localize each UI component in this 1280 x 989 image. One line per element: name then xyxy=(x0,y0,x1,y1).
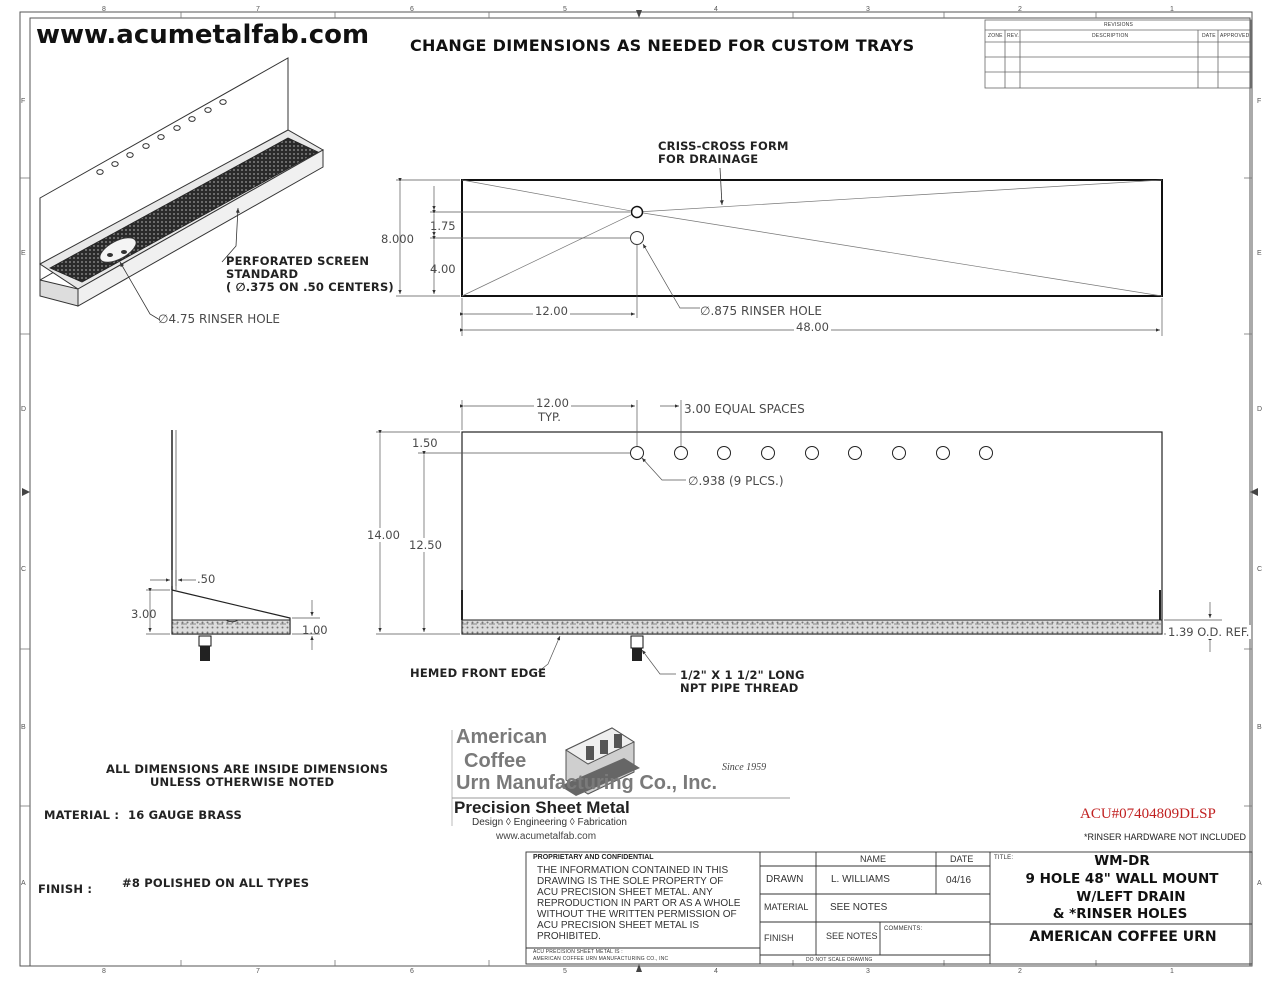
column-label-7: 7 xyxy=(256,6,260,13)
logo-services: Design ◊ Engineering ◊ Fabrication xyxy=(472,817,627,828)
revisions-col-zone: ZONE xyxy=(988,33,1003,39)
row-label-c-right: C xyxy=(1257,566,1263,573)
hole-diameter-callout: ∅.938 (9 PLCS.) xyxy=(688,474,784,488)
company-name: AMERICAN COFFEE URN xyxy=(1029,929,1217,945)
row-label-f-right: F xyxy=(1257,98,1262,105)
drawing-title-line: W/LEFT DRAIN xyxy=(1076,889,1186,905)
column-label-6-bottom: 6 xyxy=(410,968,414,975)
proprietary-text-line: ACU PRECISION SHEET METAL. ANY xyxy=(537,887,713,898)
material-label: MATERIAL : xyxy=(44,808,120,822)
row-label-e-right: E xyxy=(1257,250,1262,257)
part-number: ACU#07404809DLSP xyxy=(1080,806,1216,822)
row-label-a: A xyxy=(21,880,26,887)
small-print-line2: AMERICAN COFFEE URN MANUFACTURING CO., INC xyxy=(533,956,669,962)
row-label-f: F xyxy=(21,98,26,105)
revisions-col-description: DESCRIPTION xyxy=(1092,33,1129,39)
revisions-col-approved: APPROVED xyxy=(1220,33,1250,39)
inside-dimensions-note-line1: ALL DIMENSIONS ARE INSIDE DIMENSIONS xyxy=(106,762,389,776)
column-label-2: 2 xyxy=(1018,6,1022,13)
dim-wall-thickness: .50 xyxy=(197,572,216,586)
drainage-note-line1: CRISS-CROSS FORM xyxy=(658,139,789,153)
side-view xyxy=(146,430,320,661)
name-header: NAME xyxy=(860,854,887,864)
pipe-thread-note-line2: NPT PIPE THREAD xyxy=(680,681,799,695)
material-value: 16 GAUGE BRASS xyxy=(128,808,242,822)
perforated-screen-note-line3: ( ∅.375 ON .50 CENTERS) xyxy=(226,280,394,294)
row-label-c: C xyxy=(21,566,27,573)
proprietary-text-line: REPRODUCTION IN PART OR AS A WHOLE xyxy=(537,898,741,909)
dim-first-hole-typ: TYP. xyxy=(538,410,561,424)
drawing-title-end xyxy=(996,905,1244,923)
column-label-3-bottom: 3 xyxy=(866,968,870,975)
dim-lower-offset: 4.00 xyxy=(430,262,456,276)
column-label-5: 5 xyxy=(563,6,567,13)
dim-tray-width: 8.000 xyxy=(381,232,414,246)
custom-trays-headline: CHANGE DIMENSIONS AS NEEDED FOR CUSTOM TRAYS xyxy=(410,36,915,55)
row-label-a-right: A xyxy=(1257,880,1262,887)
perforated-screen-note-line2: STANDARD xyxy=(226,267,299,281)
finish-value: #8 POLISHED ON ALL TYPES xyxy=(122,876,310,890)
column-label-4: 4 xyxy=(714,6,718,13)
title-label: TITLE: xyxy=(994,855,1014,861)
dim-tray-length: 48.00 xyxy=(796,320,829,334)
column-label-2-bottom: 2 xyxy=(1018,968,1022,975)
proprietary-text-line: PROHIBITED. xyxy=(537,931,601,942)
front-view xyxy=(376,400,1222,674)
row-label-b: B xyxy=(21,724,26,731)
column-label-1: 1 xyxy=(1170,6,1174,13)
od-reference: 1.39 O.D. REF. xyxy=(1168,625,1250,639)
drawing-title-continued xyxy=(996,888,1266,906)
revision-table-lines xyxy=(985,20,1251,88)
proprietary-text-line: WITHOUT THE WRITTEN PERMISSION OF xyxy=(537,909,737,920)
finish-label: FINISH : xyxy=(38,882,93,896)
dim-hole-height: 12.50 xyxy=(409,538,442,552)
inside-dimensions-note-line2: UNLESS OTHERWISE NOTED xyxy=(150,775,335,789)
dim-upper-offset: 1.75 xyxy=(430,219,456,233)
column-label-7-bottom: 7 xyxy=(256,968,260,975)
drawn-date: 04/16 xyxy=(946,875,972,886)
logo-american: American xyxy=(456,726,548,748)
row-label-b-right: B xyxy=(1257,724,1262,731)
logo-precision-sheet-metal: Precision Sheet Metal xyxy=(454,798,630,817)
column-label-3: 3 xyxy=(866,6,870,13)
drawing-title-line: 9 HOLE 48" WALL MOUNT xyxy=(1025,871,1219,887)
date-header: DATE xyxy=(950,854,974,864)
column-label-8: 8 xyxy=(102,6,106,13)
proprietary-title: PROPRIETARY AND CONFIDENTIAL xyxy=(533,854,654,861)
revisions-title: REVISIONS xyxy=(1104,22,1134,28)
drainage-note-line2: FOR DRAINAGE xyxy=(658,152,759,166)
tb-finish-label: FINISH xyxy=(764,933,794,943)
tb-finish-value: SEE NOTES xyxy=(826,931,878,941)
row-label-d-right: D xyxy=(1257,406,1263,413)
website-heading: www.acumetalfab.com xyxy=(36,20,370,50)
rinser-hole-callout: ∅.875 RINSER HOLE xyxy=(700,304,822,318)
drawing-title xyxy=(996,852,1248,888)
drawing-title-line: & *RINSER HOLES xyxy=(1052,906,1188,922)
logo-since: Since 1959 xyxy=(722,762,767,773)
small-print-line1: ACU PRECISION SHEET METAL IS : xyxy=(533,949,623,955)
dim-front-height: 1.00 xyxy=(302,623,328,637)
proprietary-text-line: DRAWING IS THE SOLE PROPERTY OF xyxy=(537,876,724,887)
equal-spaces-note: 3.00 EQUAL SPACES xyxy=(684,402,805,416)
tb-material-value: SEE NOTES xyxy=(830,902,888,913)
rinser-hole-note: ∅4.75 RINSER HOLE xyxy=(158,312,280,326)
column-label-8-bottom: 8 xyxy=(102,968,106,975)
dim-side-height: 3.00 xyxy=(131,607,157,621)
proprietary-text-line: ACU PRECISION SHEET METAL IS xyxy=(537,920,700,931)
row-label-e: E xyxy=(21,250,26,257)
revisions-col-date: DATE xyxy=(1202,33,1216,39)
proprietary-text-block xyxy=(537,865,740,942)
drawing-title-line: WM-DR xyxy=(1094,853,1150,869)
dim-rinser-offset: 12.00 xyxy=(535,304,568,318)
drawn-label: DRAWN xyxy=(766,874,804,885)
logo-coffee: Coffee xyxy=(464,750,527,772)
comments-label: COMMENTS: xyxy=(884,926,923,932)
drawn-name: L. WILLIAMS xyxy=(831,874,890,885)
hemmed-edge-note: HEMED FRONT EDGE xyxy=(410,666,547,680)
column-label-5-bottom: 5 xyxy=(563,968,567,975)
logo-urn-manufacturing: Urn Manufacturing Co., Inc. xyxy=(456,772,718,794)
revisions-col-rev: REV. xyxy=(1007,33,1020,39)
perforated-screen-note-line1: PERFORATED SCREEN xyxy=(226,254,370,268)
row-label-d: D xyxy=(21,406,27,413)
rinser-hardware-disclaimer: *RINSER HARDWARE NOT INCLUDED xyxy=(1084,832,1247,842)
column-label-6: 6 xyxy=(410,6,414,13)
column-label-1-bottom: 1 xyxy=(1170,968,1174,975)
proprietary-text-line: THE INFORMATION CONTAINED IN THIS xyxy=(537,865,729,876)
dim-hole-from-top: 1.50 xyxy=(412,436,438,450)
pipe-thread-note-line1: 1/2" X 1 1/2" LONG xyxy=(680,668,805,682)
tb-material-label: MATERIAL xyxy=(764,902,809,912)
column-label-4-bottom: 4 xyxy=(714,968,718,975)
dim-back-height: 14.00 xyxy=(367,528,400,542)
logo-web: www.acumetalfab.com xyxy=(496,831,597,842)
dim-first-hole: 12.00 xyxy=(536,396,569,410)
do-not-scale-note: DO NOT SCALE DRAWING xyxy=(806,957,873,963)
